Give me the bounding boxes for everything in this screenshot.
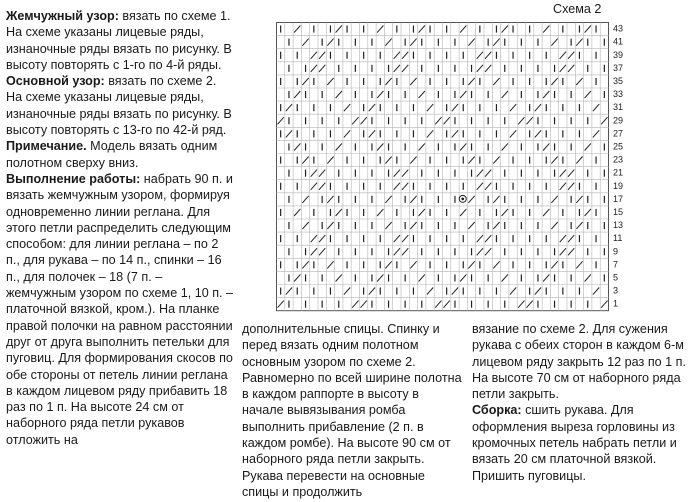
row-number-label: 13	[613, 220, 624, 231]
row-number-label: 5	[613, 272, 619, 283]
note-paragraph	[6, 138, 234, 171]
note-heading: Примечание.	[6, 139, 87, 154]
main-pattern-text: вязать по схеме 2. На схеме указаны лицевые ряды, изнаночные ряды вязать по рисунку. В высоту повторять с 13-го по 42-й ряд.	[6, 74, 232, 138]
knitting-chart	[276, 22, 626, 318]
main-pattern-heading: Основной узор:	[6, 74, 105, 89]
instructions-column-right	[472, 321, 686, 484]
scheme-title: Схема 2	[553, 2, 602, 16]
increase-marker-dot	[461, 197, 464, 200]
work-heading: Выполнение работы:	[6, 171, 141, 186]
instructions-column-middle	[242, 321, 462, 500]
row-number-label: 27	[613, 128, 624, 139]
row-number-label: 11	[613, 233, 623, 244]
row-number-label: 35	[613, 76, 624, 86]
middle-text: дополнительные спицы. Спинку и перед вязать одним полотном основным узором по схеме 2. Равномерно по всей ширине полотна в каждом раппорте в высоту в начале вывязывания ромба выполнить прибавление (2 п. в каждом ромбе). На высоте 90 см от наборного ряда петли закрыть. Рукава перевести на основные спицы и продолжить	[242, 322, 462, 499]
row-number-label: 15	[613, 207, 624, 217]
row-number-label: 41	[613, 36, 624, 47]
row-number-label: 19	[613, 180, 624, 191]
assembly-paragraph	[472, 402, 686, 483]
assembly-heading: Сборка:	[472, 403, 522, 418]
pearl-pattern-text: вязать по схеме 1. На схеме указаны лицевые ряды, изнаночные ряды вязать по рисунку. В высоту повторять с 1-го по 4-й ряды.	[6, 9, 232, 72]
row-number-label: 1	[613, 298, 619, 309]
note-text: Модель вязать одним полотном сверху вниз.	[6, 139, 218, 170]
row-number-label: 21	[613, 167, 624, 178]
instructions-column-left	[6, 8, 234, 448]
sleeve-paragraph: вязание по схеме 2. Для сужения рукава с обеих сторон в каждом 6-м лицевом ряду закрыть 12 раз по 1 п. На высоте 70 см от наборного ряда петли закрыть.	[472, 322, 686, 402]
row-number-label: 43	[613, 23, 624, 34]
row-number-label: 39	[613, 49, 624, 60]
row-number-label: 3	[613, 285, 619, 296]
pearl-pattern-paragraph	[6, 8, 234, 73]
assembly-text: сшить рукава. Для оформления выреза горловины из кромочных петель набрать петли и вязать 20 см платочной вязкой. Пришить пуговицы.	[472, 403, 677, 483]
work-text: набрать 90 п. и вязать жемчужным узором, формируя одновременно линии реглана. Для этого петли распределить следующим способом: для линии реглана – по 2 п., для рукава – по 14 п., спинки – 16 п., для полочек – 18 (7 п. – жемчужным узором по схеме 1, 10 п. – платочной вязкой, кром.). На планке правой полочки на равном расстоянии друг от друга выполнить петельки для пуговиц. Для формирования скосов по обе стороны от петель линии реглана в каждом лицевом ряду прибавить 18 раз по 1 п. На высоте 24 см от наборного ряда петли рукавов отложить на	[6, 171, 234, 447]
main-pattern-paragraph	[6, 73, 234, 138]
row-number-label: 33	[613, 89, 624, 100]
row-number-label: 37	[613, 62, 624, 73]
pearl-pattern-heading: Жемчужный узор:	[6, 9, 119, 23]
work-paragraph	[6, 171, 234, 448]
row-number-label: 7	[613, 259, 619, 270]
row-number-label: 29	[613, 115, 624, 126]
row-number-label: 9	[613, 246, 619, 257]
row-number-label: 25	[613, 141, 624, 152]
row-number-label: 23	[613, 154, 624, 165]
row-number-label: 31	[613, 102, 624, 113]
row-number-label: 17	[613, 193, 624, 204]
